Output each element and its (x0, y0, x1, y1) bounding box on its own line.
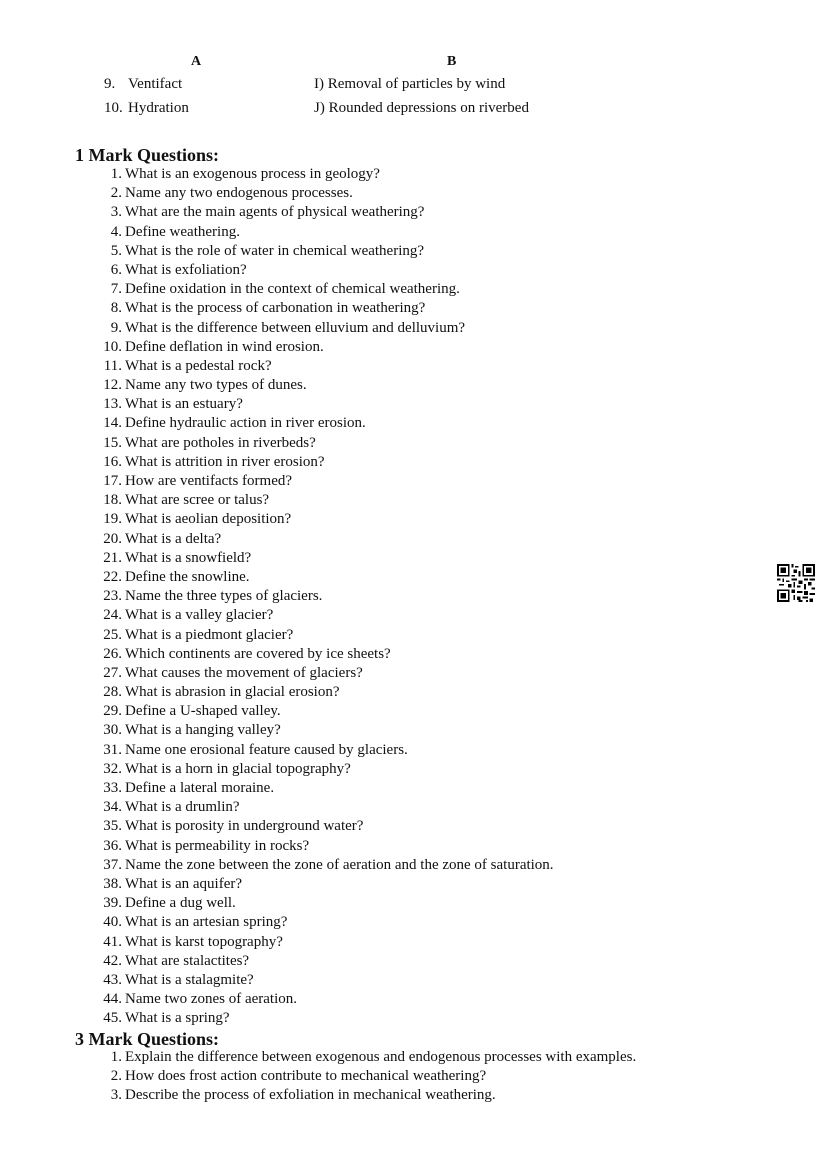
question-item (0, 530, 827, 549)
question-number: 6. (110, 261, 122, 278)
question-item (0, 395, 827, 414)
question-text: What are potholes in riverbeds? (125, 434, 316, 451)
question-number: 20. (103, 530, 122, 547)
question-text: Define hydraulic action in river erosion. (125, 415, 366, 432)
question-text: What is a piedmont glacier? (125, 626, 294, 643)
question-item (0, 587, 827, 606)
question-text: Name one erosional feature caused by glaciers. (125, 741, 408, 758)
section-heading-1-mark: 1 Mark Questions: (75, 145, 219, 165)
question-text: What causes the movement of glaciers? (125, 664, 363, 681)
question-text: What is aeolian deposition? (125, 511, 292, 528)
question-text: What is abrasion in glacial erosion? (125, 684, 340, 701)
match-row (0, 100, 827, 124)
question-text: What is the process of carbonation in weathering? (125, 300, 426, 317)
question-item (0, 568, 827, 587)
question-item (0, 338, 827, 357)
question-text: Define the snowline. (125, 568, 250, 585)
question-text: What is a pedestal rock? (125, 357, 272, 374)
question-item (0, 1086, 827, 1105)
column-b-header: B (447, 54, 457, 69)
question-number: 42. (103, 952, 122, 969)
question-text: What is an exogenous process in geology? (125, 166, 380, 182)
question-number: 8. (110, 300, 122, 317)
question-text: What are scree or talus? (125, 492, 270, 509)
question-number: 29. (103, 703, 122, 720)
question-item (0, 491, 827, 510)
question-text: What is attrition in river erosion? (125, 453, 325, 470)
question-number: 1. (110, 1049, 122, 1065)
question-item (0, 1009, 827, 1028)
question-number: 5. (110, 242, 122, 259)
question-number: 7. (110, 281, 122, 298)
question-number: 27. (103, 664, 122, 681)
question-number: 13. (103, 396, 122, 413)
question-item (0, 299, 827, 318)
question-text: What is a snowfield? (125, 549, 252, 566)
question-number: 10. (103, 338, 122, 355)
question-item (0, 280, 827, 299)
question-text: Define oxidation in the context of chemical weathering. (125, 281, 460, 298)
question-text: What is a stalagmite? (125, 971, 254, 988)
question-number: 16. (103, 453, 122, 470)
question-text: What is the role of water in chemical weathering? (125, 242, 425, 259)
question-text: What is an estuary? (125, 396, 243, 413)
question-number: 38. (103, 875, 122, 892)
question-number: 44. (103, 991, 122, 1008)
question-text: Name any two endogenous processes. (125, 185, 353, 202)
question-text: How are ventifacts formed? (125, 473, 293, 489)
question-text: How does frost action contribute to mechanical weathering? (125, 1068, 487, 1085)
question-text: What is permeability in rocks? (125, 837, 310, 854)
question-text: Define a dug well. (125, 895, 236, 912)
question-number: 14. (103, 415, 122, 432)
question-text: What is a hanging valley? (125, 722, 281, 739)
question-item (0, 913, 827, 932)
question-item (0, 184, 827, 203)
question-item (0, 242, 827, 261)
question-text: What are stalactites? (125, 952, 250, 969)
question-number: 12. (103, 377, 122, 394)
question-item (0, 837, 827, 856)
question-text: What is an aquifer? (125, 875, 243, 892)
question-number: 21. (103, 549, 122, 566)
question-text: Define a U-shaped valley. (125, 703, 281, 720)
question-item (0, 856, 827, 875)
question-item (0, 223, 827, 242)
question-text: What is exfoliation? (125, 261, 247, 278)
question-number: 25. (103, 626, 122, 643)
question-item (0, 760, 827, 779)
question-number: 19. (103, 511, 122, 528)
match-row-number: 9. (104, 76, 116, 92)
question-item (0, 1048, 827, 1067)
question-item (0, 549, 827, 568)
question-number: 45. (103, 1010, 122, 1027)
question-number: 43. (103, 971, 122, 988)
question-text: Define weathering. (125, 223, 240, 240)
match-row (0, 76, 827, 100)
question-number: 17. (103, 473, 122, 489)
question-number: 30. (103, 722, 122, 739)
question-item (0, 414, 827, 433)
section-heading-3-mark: 3 Mark Questions: (75, 1029, 219, 1049)
question-text: What is porosity in underground water? (125, 818, 364, 835)
question-number: 28. (103, 684, 122, 701)
question-text: What is the difference between elluvium and delluvium? (125, 319, 466, 336)
question-item (0, 990, 827, 1009)
match-row-definition: J) Rounded depressions on riverbed (314, 100, 529, 116)
question-item (0, 606, 827, 625)
match-row-term: Hydration (128, 100, 189, 116)
question-item (0, 472, 827, 491)
question-item (0, 683, 827, 702)
column-a-header: A (191, 54, 202, 69)
question-item (0, 376, 827, 395)
question-number: 22. (103, 568, 122, 585)
question-number: 37. (103, 856, 122, 873)
question-item (0, 645, 827, 664)
question-text: What is a drumlin? (125, 799, 240, 816)
question-item (0, 510, 827, 529)
question-number: 33. (103, 780, 122, 796)
question-item (0, 319, 827, 338)
question-number: 41. (103, 933, 122, 950)
question-number: 9. (110, 319, 122, 336)
question-number: 32. (103, 760, 122, 777)
question-text: Define deflation in wind erosion. (125, 338, 324, 355)
question-number: 3. (110, 204, 122, 221)
question-number: 15. (103, 434, 122, 451)
question-item (0, 357, 827, 376)
question-number: 34. (103, 799, 122, 816)
question-number: 2. (110, 1068, 122, 1085)
question-text: Name two zones of aeration. (125, 991, 298, 1008)
question-text: Explain the difference between exogenous and endogenous processes with examples. (125, 1049, 637, 1065)
question-item (0, 261, 827, 280)
question-number: 23. (103, 588, 122, 605)
question-text: What is a delta? (125, 530, 222, 547)
question-number: 3. (110, 1087, 122, 1104)
match-row-term: Ventifact (128, 76, 183, 92)
question-text: Name any two types of dunes. (125, 377, 307, 394)
question-item (0, 894, 827, 913)
question-number: 4. (110, 223, 122, 240)
question-item (0, 702, 827, 721)
question-item (0, 434, 827, 453)
question-item (0, 971, 827, 990)
question-item (0, 626, 827, 645)
question-item (0, 817, 827, 836)
question-number: 26. (103, 645, 122, 662)
question-number: 24. (103, 607, 122, 624)
question-item (0, 721, 827, 740)
question-text: Name the zone between the zone of aeration and the zone of saturation. (125, 856, 554, 873)
question-text: What is a horn in glacial topography? (125, 760, 351, 777)
question-item (0, 779, 827, 798)
question-item (0, 1067, 827, 1086)
question-number: 39. (103, 895, 122, 912)
question-text: What is a valley glacier? (125, 607, 274, 624)
question-number: 2. (110, 185, 122, 202)
question-item (0, 875, 827, 894)
question-text: What is karst topography? (125, 933, 283, 950)
three-mark-question-list (0, 1048, 827, 1106)
question-text: Define a lateral moraine. (125, 780, 275, 796)
question-number: 11. (103, 357, 122, 374)
question-number: 40. (103, 914, 122, 931)
question-item (0, 664, 827, 683)
question-text: Describe the process of exfoliation in mechanical weathering. (125, 1087, 496, 1104)
question-number: 18. (103, 492, 122, 509)
question-text: What are the main agents of physical weathering? (125, 204, 425, 221)
question-number: 1. (110, 166, 122, 182)
question-number: 35. (103, 818, 122, 835)
match-row-definition: I) Removal of particles by wind (314, 76, 506, 92)
question-item (0, 165, 827, 184)
question-text: What is an artesian spring? (125, 914, 288, 931)
question-item (0, 203, 827, 222)
question-number: 36. (103, 837, 122, 854)
match-row-number: 10. (104, 100, 123, 116)
question-text: Name the three types of glaciers. (125, 588, 323, 605)
question-item (0, 952, 827, 971)
question-text: What is a spring? (125, 1010, 230, 1027)
question-item (0, 798, 827, 817)
qr-code-icon (777, 564, 815, 602)
question-item (0, 741, 827, 760)
one-mark-question-list (0, 165, 827, 1028)
question-item (0, 933, 827, 952)
question-item (0, 453, 827, 472)
question-text: Which continents are covered by ice sheets? (125, 645, 391, 662)
question-number: 31. (103, 741, 122, 758)
